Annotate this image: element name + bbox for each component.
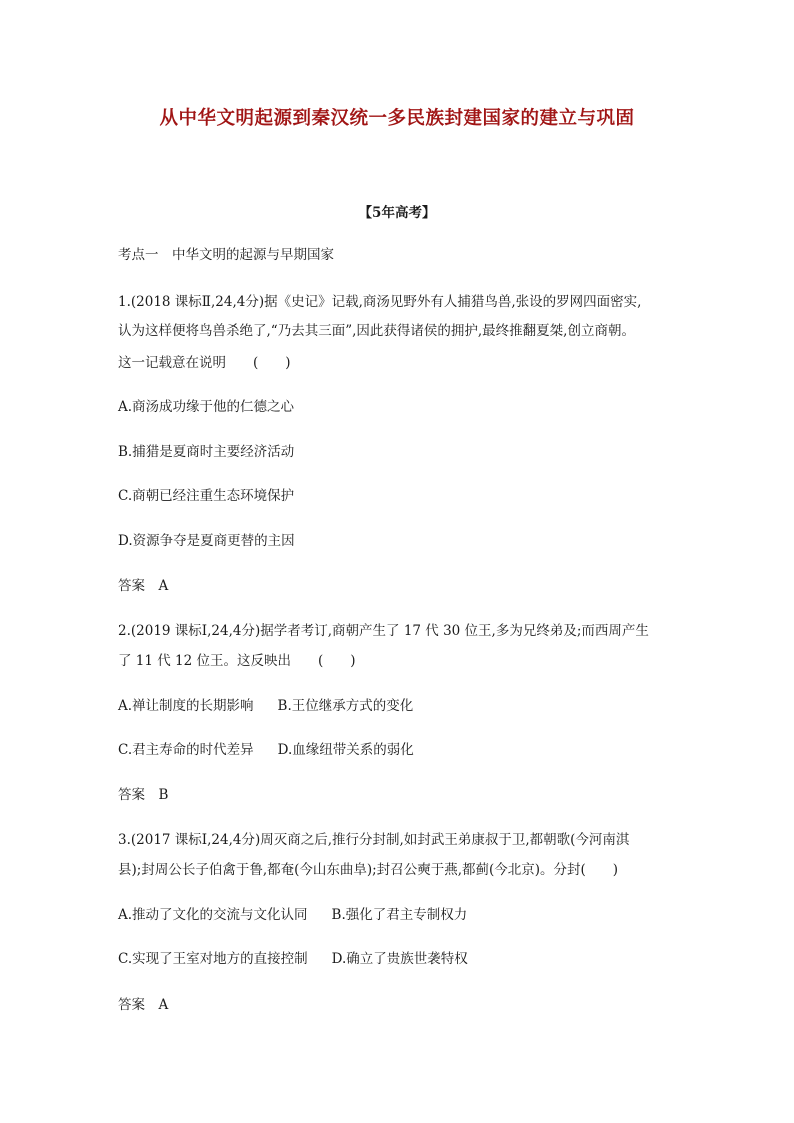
q1-option-a: A.商汤成功缘于他的仁德之心 (118, 399, 295, 415)
q2-stem-line2: 了 11 代 12 位王。这反映出 ( ) (118, 653, 356, 669)
q2-option-a: A.禅让制度的长期影响 (118, 698, 254, 714)
q1-option-c: C.商朝已经注重生态环境保护 (118, 488, 295, 504)
topic-heading: 考点一 中华文明的起源与早期国家 (118, 247, 334, 263)
q1-stem-line3: 这一记载意在说明 ( ) (118, 355, 291, 371)
q3-option-b: B.强化了君主专制权力 (331, 907, 468, 923)
page-title: 从中华文明起源到秦汉统一多民族封建国家的建立与巩固 (159, 108, 635, 129)
q1-option-d: D.资源争夺是夏商更替的主因 (118, 533, 295, 549)
q3-stem-line2: 县);封周公长子伯禽于鲁,都奄(今山东曲阜);封召公奭于燕,都蓟(今北京)。分封( ) (118, 862, 619, 878)
q3-options-row2 (118, 950, 468, 968)
q2-option-d: D.血缘纽带关系的弱化 (277, 742, 414, 758)
q2-stem-line1: 2.(2019 课标Ⅰ,24,4分)据学者考订,商朝产生了 17 代 30 位王,多为兄终弟及;而西周产生 (118, 623, 649, 639)
q3-option-a: A.推动了文化的交流与文化认同 (118, 907, 308, 923)
q1-option-b: B.捕猎是夏商时主要经济活动 (118, 444, 295, 460)
q1-stem-line2: 认为这样便将鸟兽杀绝了,“乃去其三面”,因此获得诸侯的拥护,最终推翻夏桀,创立商朝。 (118, 323, 635, 339)
q3-answer: 答案 A (118, 997, 169, 1013)
q2-options-row2 (118, 741, 414, 759)
q3-option-c: C.实现了王室对地方的直接控制 (118, 951, 308, 967)
q2-options-row1 (118, 697, 413, 715)
q1-stem-line1: 1.(2018 课标Ⅱ,24,4分)据《史记》记载,商汤见野外有人捕猎鸟兽,张设的罗网四面密实, (118, 294, 642, 310)
q2-option-b: B.王位继承方式的变化 (277, 698, 414, 714)
q1-answer: 答案 A (118, 578, 169, 594)
q3-option-d: D.确立了贵族世袭特权 (331, 951, 468, 967)
q2-answer: 答案 B (118, 787, 169, 803)
q2-option-c: C.君主寿命的时代差异 (118, 742, 254, 758)
q3-stem-line1: 3.(2017 课标Ⅰ,24,4分)周灭商之后,推行分封制,如封武王弟康叔于卫,都朝歌(今河南淇 (118, 832, 630, 848)
q3-options-row1 (118, 906, 467, 924)
section-tag: 【5年高考】 (358, 205, 436, 221)
